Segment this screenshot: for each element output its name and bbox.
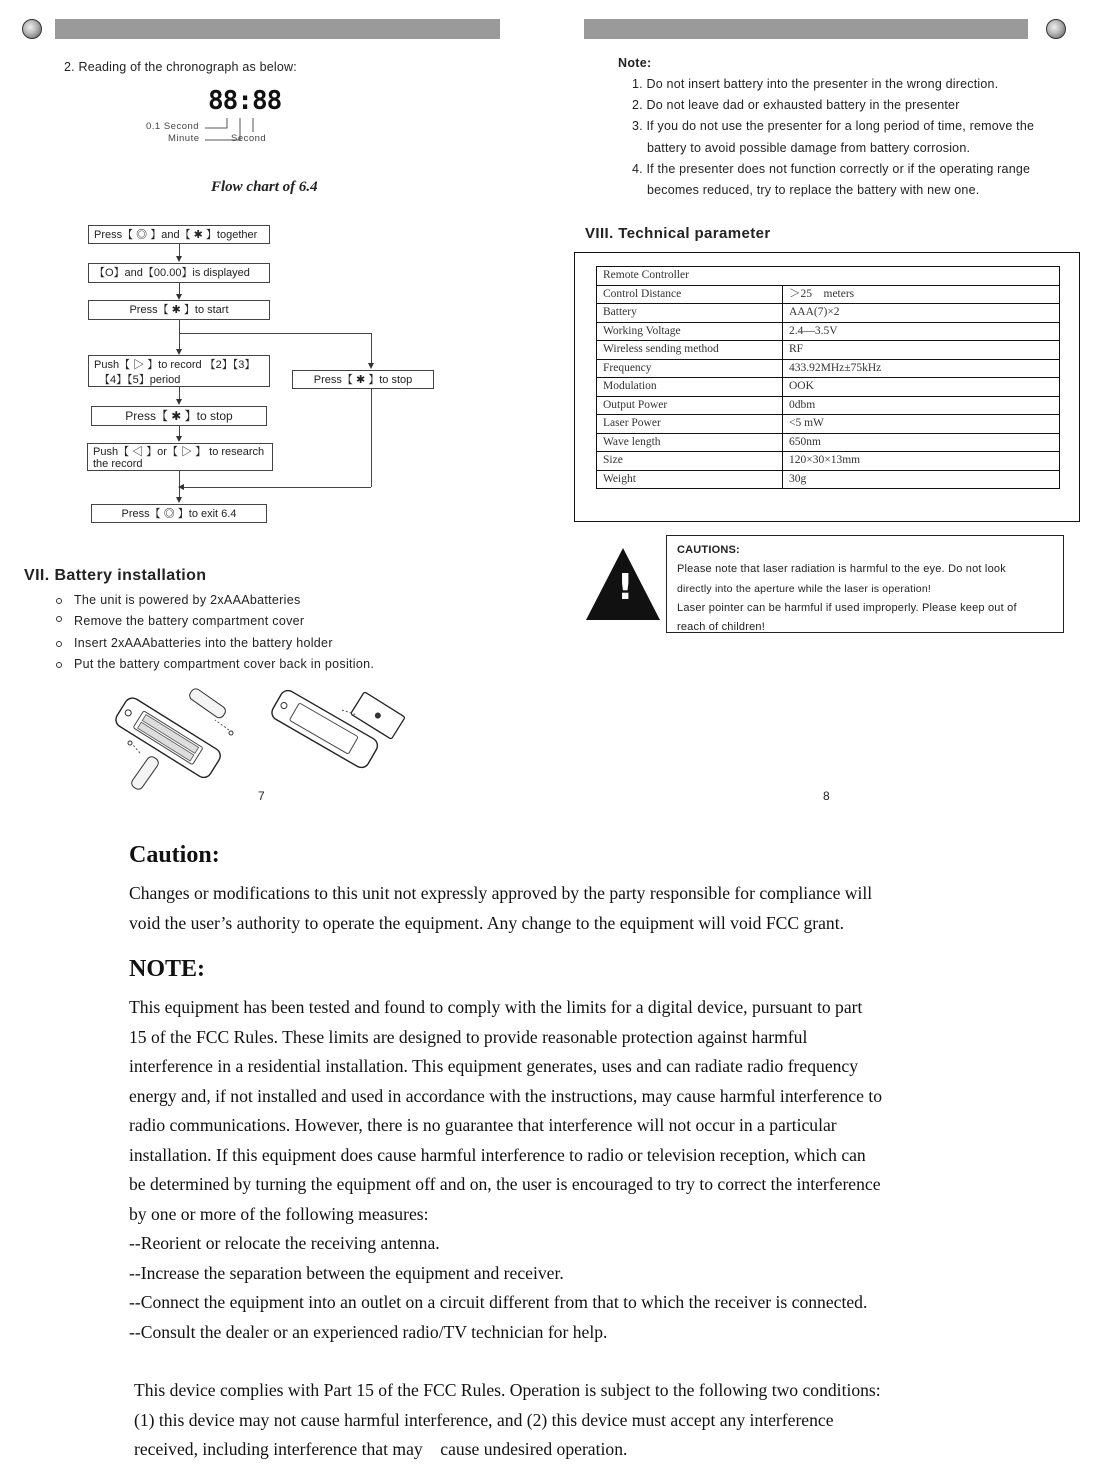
fcc-note-line: This equipment has been tested and found to comply with the limits for a digital device, pursuant to part [129, 997, 863, 1017]
battery-insert-illustration [105, 685, 245, 790]
table-row: Wireless sending method RF [597, 341, 1060, 360]
arrow-down-icon [368, 363, 374, 369]
battery-item: Remove the battery compartment cover [56, 614, 304, 628]
note-item: 3. If you do not use the presenter for a long period of time, remove the [632, 119, 1035, 133]
right-header-bar [584, 19, 1028, 39]
fcc-note-line: by one or more of the following measures: [129, 1203, 429, 1224]
bullet-icon [56, 598, 62, 604]
chronograph-display: 88:88 [208, 86, 282, 116]
fcc-note-line: 15 of the FCC Rules. These limits are designed to provide reasonable protection against harmful [129, 1026, 808, 1047]
fcc-note-line: interference in a residential installation. This equipment generates, uses and can radiate radio frequency [129, 1056, 859, 1076]
arrow-down-icon [176, 436, 182, 442]
fcc-note-title: NOTE: [129, 956, 206, 982]
table-row: Output Power 0dbm [597, 396, 1060, 415]
flow-step-record-line2: 【4】【5】period [99, 374, 181, 386]
fcc-section [129, 842, 989, 1465]
reading-label: 2. Reading of the chronograph as below: [64, 60, 297, 74]
fcc-caution-line: Changes or modifications to this unit not expressly approved by the party responsible for compliance will [129, 883, 873, 903]
cautions-line: reach of children! [677, 621, 765, 634]
arrow-down-icon [176, 256, 182, 262]
cautions-title: CAUTIONS: [677, 544, 740, 556]
label-second: Second [231, 133, 267, 144]
battery-item: The unit is powered by 2xAAAbatteries [56, 593, 301, 607]
battery-item: Put the battery compartment cover back in position. [56, 657, 374, 671]
fcc-part15-line: (1) this device may not cause harmful interference, and (2) this device must accept any interference [134, 1409, 834, 1430]
left-header-bar [55, 19, 500, 39]
flow-step-press-together: Press【 ◎ 】and【 ✱ 】together [88, 225, 270, 244]
warning-exclamation: ! [617, 567, 634, 608]
table-row: Weight 30g [597, 470, 1060, 489]
fcc-note-line: be determined by turning the equipment off and on, the user is encouraged to try to correct the interference [129, 1174, 881, 1194]
table-header: Remote Controller [597, 267, 1060, 286]
table-row [597, 267, 1060, 286]
flow-step-displayed: 【O】and【00.00】is displayed [88, 263, 270, 283]
note-item: 2. Do not leave dad or exhausted battery in the presenter [632, 98, 960, 112]
table-row: Wave length 650nm [597, 433, 1060, 452]
arrow-down-icon [176, 497, 182, 503]
battery-heading: VII. Battery installation [24, 567, 207, 584]
flow-step-record-line1: Push【 ▷ 】to record 【2】【3】 [94, 359, 256, 371]
note-item-continued: becomes reduced, try to replace the battery with new one. [647, 183, 980, 197]
fcc-note-line: --Increase the separation between the equipment and receiver. [129, 1262, 564, 1283]
table-row: Working Voltage 2.4—3.5V [597, 322, 1060, 341]
table-row: Control Distance ＞25 meters [597, 285, 1060, 304]
bullet-icon [56, 616, 62, 622]
battery-item: Insert 2xAAAbatteries into the battery holder [56, 636, 333, 650]
flow-step-stop-right: Press【 ✱ 】to stop [292, 370, 434, 389]
flow-step-research [87, 443, 273, 471]
table-row: Battery AAA(7)×2 [597, 304, 1060, 323]
bullet-icon [56, 641, 62, 647]
fcc-part15-line: received, including interference that may cause undesired operation. [134, 1439, 628, 1459]
page-number-left: 7 [258, 789, 265, 803]
tech-table [596, 266, 1060, 489]
fcc-note-line: radio communications. However, there is no guarantee that interference will not occur in a particular [129, 1115, 837, 1135]
bullet-icon [56, 662, 62, 668]
label-minute: Minute [168, 133, 200, 144]
flow-step-start: Press【 ✱ 】to start [88, 300, 270, 320]
arrow-left-icon [178, 484, 184, 490]
flow-step-record [88, 355, 270, 387]
cautions-line: directly into the aperture while the laser is operation! [677, 582, 931, 595]
arrow-down-icon [176, 399, 182, 405]
cautions-line: Please note that laser radiation is harmful to the eye. Do not look [677, 563, 1006, 576]
note-title: Note: [618, 56, 652, 70]
note-item: 4. If the presenter does not function correctly or if the operating range [632, 162, 1031, 176]
tech-heading: VIII. Technical parameter [585, 225, 771, 242]
fcc-part15-line: This device complies with Part 15 of the FCC Rules. Operation is subject to the following two conditions: [134, 1380, 881, 1400]
table-row: Modulation OOK [597, 378, 1060, 397]
cautions-line: Laser pointer can be harmful if used improperly. Please keep out of [677, 601, 1017, 614]
battery-cover-illustration [262, 690, 407, 780]
label-tenth-second: 0.1 Second [146, 121, 200, 132]
fcc-note-line: installation. If this equipment does cause harmful interference to radio or television reception, which can [129, 1144, 866, 1165]
flow-chart-title: Flow chart of 6.4 [211, 179, 318, 195]
flow-step-research-line2: the record [93, 458, 143, 470]
fcc-note-line: energy and, if not installed and used in accordance with the instructions, may cause harmful interference to [129, 1085, 883, 1106]
note-item-continued: battery to avoid possible damage from battery corrosion. [647, 141, 971, 155]
right-header-dot-icon [1046, 19, 1066, 39]
table-row: Frequency 433.92MHz±75kHz [597, 359, 1060, 378]
fcc-caution-title: Caution: [129, 842, 220, 868]
left-header-dot-icon [22, 19, 42, 39]
flow-step-stop: Press【 ✱ 】to stop [91, 406, 267, 426]
fcc-note-line: --Reorient or relocate the receiving antenna. [129, 1233, 440, 1253]
flow-step-exit: Press【 ◎ 】to exit 6.4 [91, 504, 267, 523]
fcc-note-line: --Connect the equipment into an outlet on a circuit different from that to which the receiver is connected. [129, 1292, 868, 1312]
fcc-caution-line: void the user’s authority to operate the equipment. Any change to the equipment will void FCC grant. [129, 912, 845, 933]
flow-step-research-line1: Push【 ◁ 】or【 ▷ 】 to research [93, 446, 265, 458]
table-row: Laser Power <5 mW [597, 415, 1060, 434]
table-row: Size 120×30×13mm [597, 452, 1060, 471]
fcc-note-line: --Consult the dealer or an experienced radio/TV technician for help. [129, 1321, 608, 1342]
cautions-box [666, 535, 1064, 633]
page-number-right: 8 [823, 789, 830, 803]
note-item: 1. Do not insert battery into the presenter in the wrong direction. [632, 77, 999, 91]
